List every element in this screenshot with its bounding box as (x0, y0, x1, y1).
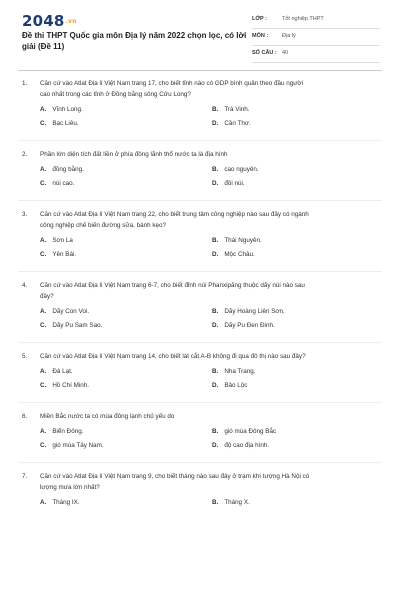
option-letter: A. (40, 166, 47, 173)
option-text: gió mùa Tây Nam. (52, 442, 104, 449)
question-divider (18, 140, 382, 141)
option-letter: A. (40, 368, 47, 375)
page-title: Đề thi THPT Quốc gia môn Địa lý năm 2022 chọn lọc, có lời giải (Đề 11) (22, 31, 247, 51)
answer-option[interactable] (212, 428, 276, 435)
answer-option[interactable] (212, 237, 262, 244)
option-text: cao nguyên. (224, 166, 259, 173)
option-row (0, 382, 400, 396)
option-text: Nha Trang. (224, 368, 256, 375)
question-line: công nghiệp chế biến đường sữa, bánh kẹo? (40, 222, 166, 229)
option-text: Sơn La (52, 237, 73, 244)
option-text: Bạc Liêu. (52, 120, 79, 127)
option-text: đồi núi. (224, 180, 245, 187)
option-text: Bảo Lộc (224, 382, 248, 389)
question-list (0, 78, 400, 513)
question-line: Căn cứ vào Atlat Địa lí Việt Nam trang 6-7, cho biết đỉnh núi Phanxipăng thuộc dãy núi nào sau (40, 282, 305, 289)
question-number: 5. (22, 353, 28, 360)
option-text: Hồ Chí Minh. (52, 382, 90, 389)
header (0, 0, 400, 68)
answer-option[interactable] (40, 382, 89, 389)
option-letter: D. (212, 442, 219, 449)
question-text (0, 78, 400, 89)
option-text: Đà Lạt. (52, 368, 73, 375)
answer-option[interactable] (212, 322, 275, 329)
answer-option[interactable] (40, 308, 89, 315)
option-row (0, 251, 400, 265)
option-text: Thái Nguyên. (224, 237, 262, 244)
question-text (0, 220, 400, 231)
meta-row-subject (252, 29, 380, 46)
option-letter: B. (212, 308, 219, 315)
answer-option[interactable] (40, 368, 73, 375)
option-letter: D. (212, 382, 219, 389)
question-item (0, 149, 400, 201)
question-item (0, 411, 400, 463)
question-line: đây? (40, 293, 54, 300)
question-text (0, 209, 400, 220)
question-number: 1. (22, 80, 28, 87)
option-letter: C. (40, 382, 47, 389)
option-letter: C. (40, 180, 47, 187)
question-text (0, 149, 400, 160)
answer-option[interactable] (212, 382, 247, 389)
question-text (0, 471, 400, 482)
question-item (0, 209, 400, 272)
option-text: Dãy Pu Sam Sao. (52, 322, 103, 329)
option-letter: B. (212, 106, 219, 113)
option-letter: A. (40, 308, 47, 315)
option-row (0, 308, 400, 322)
option-letter: A. (40, 106, 47, 113)
option-row (0, 322, 400, 336)
site-logo[interactable] (22, 12, 77, 30)
option-letter: D. (212, 120, 219, 127)
option-letter: B. (212, 499, 219, 506)
question-line: Căn cứ vào Atlat Địa lí Việt Nam trang 9, cho biết tháng nào sau đây ở trạm khí tượng Hà Nội có (40, 473, 310, 480)
answer-option[interactable] (40, 106, 83, 113)
answer-option[interactable] (212, 308, 285, 315)
logo-text: 2048 (22, 12, 65, 30)
question-text (0, 482, 400, 493)
header-divider (18, 70, 382, 71)
question-divider (18, 462, 382, 463)
option-letter: A. (40, 428, 47, 435)
answer-option[interactable] (40, 237, 73, 244)
option-text: Cần Thơ. (224, 120, 251, 127)
option-text: Biển Đông. (52, 428, 84, 435)
meta-label: MÔN : (252, 33, 269, 39)
option-row (0, 428, 400, 442)
question-divider (18, 342, 382, 343)
option-letter: D. (212, 180, 219, 187)
exam-meta (252, 12, 380, 63)
question-line: Phần lớn diện tích đất liền ở phía đông lãnh thổ nước ta là địa hình (40, 151, 228, 158)
meta-value: 40 (282, 50, 289, 56)
meta-label: LỚP : (252, 16, 267, 22)
answer-option[interactable] (212, 499, 250, 506)
answer-option[interactable] (212, 251, 255, 258)
option-letter: D. (212, 322, 219, 329)
option-letter: B. (212, 428, 219, 435)
answer-option[interactable] (40, 166, 84, 173)
answer-option[interactable] (40, 180, 74, 187)
option-text: núi cao. (52, 180, 75, 187)
option-text: Dãy Con Voi. (52, 308, 90, 315)
answer-option[interactable] (212, 368, 255, 375)
question-number: 7. (22, 473, 28, 480)
question-divider (18, 402, 382, 403)
option-letter: D. (212, 251, 219, 258)
answer-option[interactable] (212, 442, 269, 449)
option-text: Dãy Pu Đen Đinh. (224, 322, 275, 329)
option-letter: C. (40, 442, 47, 449)
option-text: độ cao địa hình. (224, 442, 270, 449)
option-text: Trà Vinh. (224, 106, 250, 113)
question-line: Căn cứ vào Atlat Địa lí Việt Nam trang 22, cho biết trung tâm công nghiệp nào sau đây có ngành (40, 211, 309, 218)
option-text: Dãy Hoàng Liên Sơn. (224, 308, 285, 315)
option-text: Yên Bái. (52, 251, 77, 258)
question-number: 3. (22, 211, 28, 218)
option-row (0, 442, 400, 456)
question-line: cao nhất trong các tỉnh ở Đồng bằng sông Cửu Long? (40, 91, 191, 98)
meta-label: SỐ CÂU : (252, 50, 277, 56)
answer-option[interactable] (40, 322, 102, 329)
meta-value: Địa lý (282, 33, 296, 39)
logo-suffix: .vn (65, 18, 77, 25)
question-divider (18, 200, 382, 201)
option-row (0, 180, 400, 194)
answer-option[interactable] (40, 120, 79, 127)
answer-option[interactable] (212, 180, 245, 187)
option-letter: C. (40, 120, 47, 127)
answer-option[interactable] (40, 499, 80, 506)
question-number: 2. (22, 151, 28, 158)
question-line: Miền Bắc nước ta có mùa đông lạnh chủ yếu do (40, 413, 175, 420)
question-text (0, 411, 400, 422)
option-text: Tháng X. (224, 499, 250, 506)
option-text: đồng bằng. (52, 166, 84, 173)
question-number: 4. (22, 282, 28, 289)
option-row (0, 120, 400, 134)
answer-option[interactable] (40, 251, 76, 258)
option-row (0, 368, 400, 382)
option-row (0, 106, 400, 120)
question-number: 6. (22, 413, 28, 420)
question-item (0, 471, 400, 513)
answer-option[interactable] (40, 442, 104, 449)
question-text (0, 291, 400, 302)
option-row (0, 499, 400, 513)
option-text: Vĩnh Long. (52, 106, 83, 113)
question-item (0, 280, 400, 343)
answer-option[interactable] (212, 166, 259, 173)
meta-row-count (252, 46, 380, 63)
question-item (0, 78, 400, 141)
answer-option[interactable] (40, 428, 83, 435)
answer-option[interactable] (212, 120, 251, 127)
option-text: Tháng IX. (52, 499, 80, 506)
option-letter: C. (40, 322, 47, 329)
option-letter: B. (212, 368, 219, 375)
meta-value: Tốt nghiệp THPT (282, 16, 324, 22)
option-row (0, 166, 400, 180)
question-text (0, 280, 400, 291)
option-letter: A. (40, 237, 47, 244)
question-line: Căn cứ vào Atlat Địa lí Việt Nam trang 14, cho biết lát cắt A-B không đi qua đô thị nào sau đây? (40, 353, 306, 360)
question-divider (18, 271, 382, 272)
option-row (0, 237, 400, 251)
answer-option[interactable] (212, 106, 250, 113)
question-line: lượng mưa lớn nhất? (40, 484, 100, 491)
option-text: gió mùa Đông Bắc (224, 428, 277, 435)
question-item (0, 351, 400, 403)
question-text (0, 89, 400, 100)
question-text (0, 351, 400, 362)
option-letter: B. (212, 166, 219, 173)
option-letter: C. (40, 251, 47, 258)
meta-row-class (252, 12, 380, 29)
option-letter: B. (212, 237, 219, 244)
question-line: Căn cứ vào Atlat Địa lí Việt Nam trang 17, cho biết tỉnh nào có GDP bình quân theo đầu người (40, 80, 303, 87)
option-text: Mộc Châu. (224, 251, 255, 258)
option-letter: A. (40, 499, 47, 506)
